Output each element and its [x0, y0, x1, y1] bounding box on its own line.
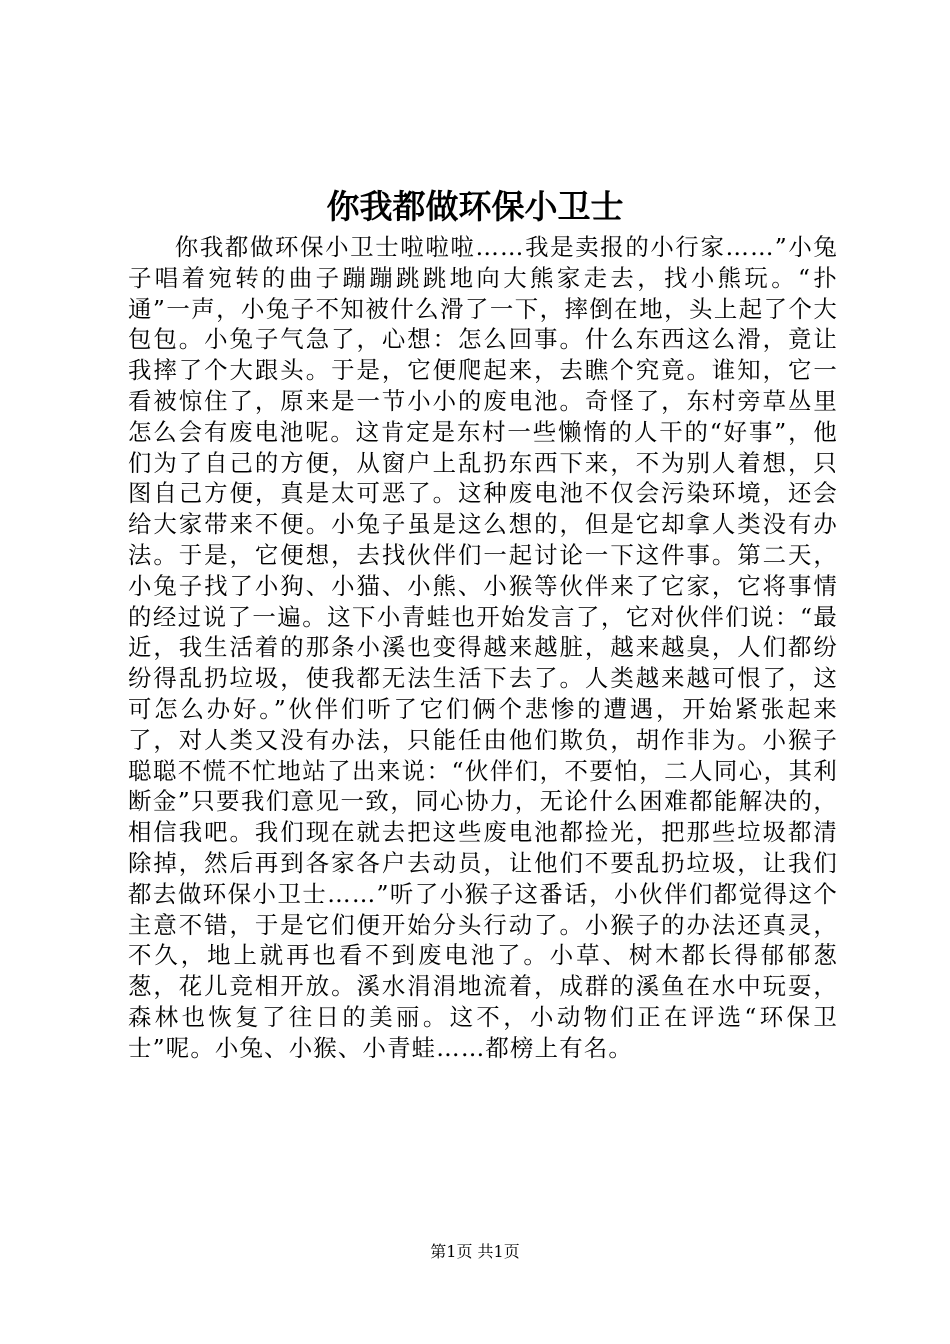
document-title: 你我都做环保小卫士 — [326, 187, 624, 226]
document-body-paragraph: 你我都做环保小卫士啦啦啦……我是卖报的小行家……”小兔子唱着宛转的曲子蹦蹦跳跳地向大熊家走去，找小熊玩。“扑通”一声，小兔子不知被什么滑了一下，摔倒在地，头上起了个大包包。小兔子气急了，心想：怎么回事。什么东西这么滑，竟让我摔了个大跟头。于是，它便爬起来，去瞧个究竟。谁知，它一看被惊住了，原来是一节小小的废电池。奇怪了，东村旁草丛里怎么会有废电池呢。这肯定是东村一些懒惰的人干的“好事”，他们为了自己的方便，从窗户上乱扔东西下来，不为别人着想，只图自己方便，真是太可恶了。这种废电池不仅会污染环境，还会给大家带来不便。小兔子虽是这么想的，但是它却拿人类没有办法。于是，它便想，去找伙伴们一起讨论一下这件事。第二天，小兔子找了小狗、小猫、小熊、小猴等伙伴来了它家，它将事情的经过说了一遍。这下小青蛙也开始发言了，它对伙伴们说：“最近，我生活着的那条小溪也变得越来越脏，越来越臭，人们都纷纷得乱扔垃圾，使我都无法生活下去了。人类越来越可恨了，这可怎么办好。”伙伴们听了它们俩个悲惨的遭遇，开始紧张起来了，对人类又没有办法，只能任由他们欺负，胡作非为。小猴子聪聪不慌不忙地站了出来说：“伙伴们，不要怕，二人同心，其利断金”只要我们意见一致，同心协力，无论什么困难都能解决的，相信我吧。我们现在就去把这些废电池都捡光，把那些垃圾都清除掉，然后再到各家各户去动员，让他们不要乱扔垃圾，让我们都去做环保小卫士……”听了小猴子这番话，小伙伴们都觉得这个主意不错，于是它们便开始分头行动了。小猴子的办法还真灵，不久，地上就再也看不到废电池了。小草、树木都长得郁郁葱葱，花儿竞相开放。溪水涓涓地流着，成群的溪鱼在水中玩耍，森林也恢复了往日的美丽。这不，小动物们正在评选“环保卫士”呢。小兔、小猴、小青蛙……都榜上有名。 — [128, 233, 838, 1062]
page-number-footer: 第1页 共1页 — [430, 1242, 520, 1261]
